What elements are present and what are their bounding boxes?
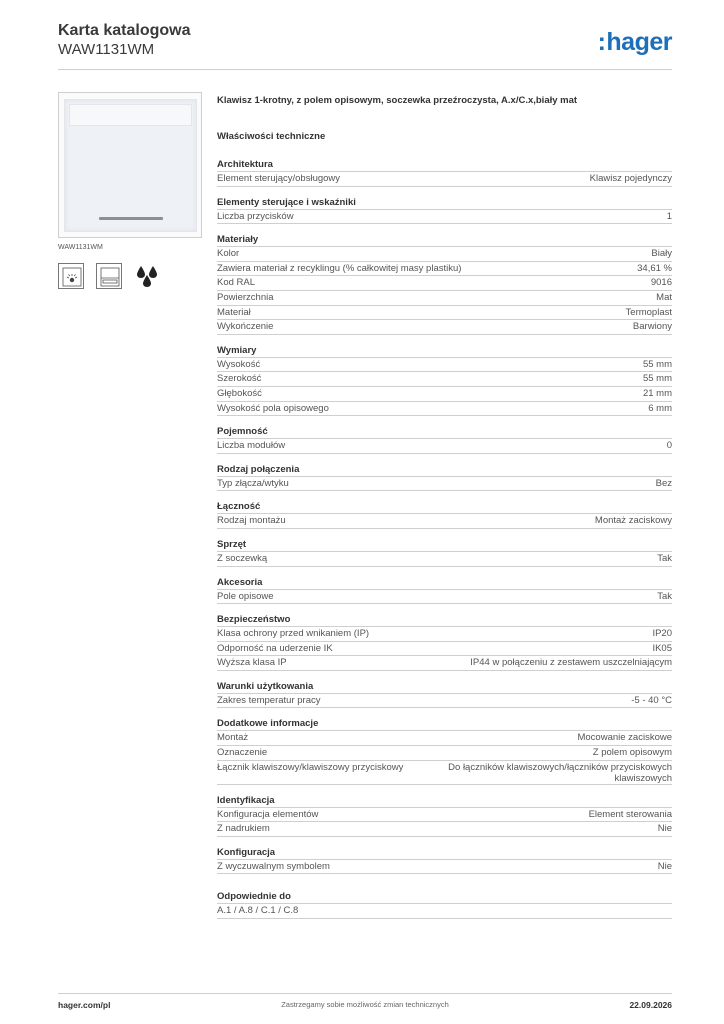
spec-row [217, 477, 672, 492]
spec-label: Liczba przycisków [217, 210, 294, 222]
spec-label: Szerokość [217, 373, 262, 385]
spec-row [217, 656, 672, 671]
spec-value: Klawisz pojedynczy [589, 173, 672, 184]
spec-label: Kolor [217, 248, 240, 260]
section-title: Architektura [217, 158, 672, 172]
spec-label: Powierzchnia [217, 291, 274, 303]
spec-label: Z soczewką [217, 552, 268, 564]
spec-value: Mocowanie zaciskowe [577, 732, 672, 744]
footer-date: 22.09.2026 [629, 1000, 672, 1010]
section-title: Wymiary [217, 344, 672, 358]
spec-label: Wyższa klasa IP [217, 657, 287, 669]
spec-value: 6 mm [648, 402, 672, 414]
section-title: Sprzęt [217, 538, 672, 552]
spec-label: Zawiera materiał z recyklingu (% całkowitej masy plastiku) [217, 262, 462, 274]
page-header [58, 22, 672, 70]
spec-section [217, 576, 672, 605]
spec-label: Element sterujący/obsługowy [217, 173, 341, 184]
spec-section [217, 463, 672, 492]
spec-section [217, 233, 672, 335]
spec-label: Z nadrukiem [217, 823, 270, 835]
label-field-icon [96, 263, 122, 289]
spec-label: Odporność na uderzenie IK [217, 642, 333, 654]
spec-section [217, 680, 672, 709]
spec-row [217, 291, 672, 306]
spec-row [217, 808, 672, 823]
spec-label: Wysokość [217, 358, 261, 370]
spec-label: Z wyczuwalnym symbolem [217, 860, 330, 872]
spec-value: Do łączników klawiszowych/łączników przyciskowych klawiszowych [448, 761, 672, 784]
spec-row [217, 320, 672, 335]
spec-row [217, 746, 672, 761]
spec-section [217, 158, 672, 187]
product-panel [58, 92, 202, 289]
spec-value: 9016 [650, 277, 672, 289]
spec-row [217, 210, 672, 225]
spec-row [217, 822, 672, 837]
spec-value: Bez [655, 477, 672, 489]
spec-section [217, 890, 672, 919]
spec-row [217, 172, 672, 187]
footer-disclaimer: Zastrzegamy sobie możliwość zmian technicznych [281, 1000, 449, 1009]
hager-logo: :hager [597, 28, 672, 56]
spec-value: 0 [666, 440, 672, 452]
spec-section [217, 538, 672, 567]
spec-value: Termoplast [625, 306, 672, 318]
spec-value: 55 mm [642, 373, 672, 385]
spec-section [217, 846, 672, 875]
spec-label: Konfiguracja elementów [217, 808, 319, 820]
spec-value: -5 - 40 °C [631, 694, 672, 706]
spec-section [217, 344, 672, 416]
spec-value: 55 mm [642, 358, 672, 370]
spec-label: A.1 / A.8 / C.1 / C.8 [217, 905, 299, 917]
spec-value: Nie [657, 823, 672, 835]
spec-row [217, 761, 672, 785]
spec-row [217, 358, 672, 373]
spec-row [217, 372, 672, 387]
product-image [58, 92, 202, 238]
section-title: Warunki użytkowania [217, 680, 672, 694]
illuminated-switch-icon [58, 263, 84, 289]
footer-website: hager.com/pl [58, 1000, 111, 1010]
spec-section [217, 500, 672, 529]
spec-label: Wysokość pola opisowego [217, 402, 329, 414]
document-title: Karta katalogowa [58, 22, 191, 39]
spec-row [217, 860, 672, 875]
spec-row [217, 262, 672, 277]
spec-label: Materiał [217, 306, 251, 318]
spec-label: Kod RAL [217, 277, 256, 289]
section-title: Materiały [217, 233, 672, 247]
spec-row [217, 439, 672, 454]
document-code: WAW1131WM [58, 41, 155, 58]
spec-value: Element sterowania [588, 808, 672, 820]
section-title: Akcesoria [217, 576, 672, 590]
lens-bar [99, 217, 163, 220]
section-title: Konfiguracja [217, 846, 672, 860]
section-title: Rodzaj połączenia [217, 463, 672, 477]
section-title: Identyfikacja [217, 794, 672, 808]
spec-row [217, 306, 672, 321]
spec-row [217, 904, 672, 919]
spec-label: Głębokość [217, 387, 262, 399]
spec-row [217, 387, 672, 402]
spec-label: Zakres temperatur pracy [217, 694, 321, 706]
spec-value: Z polem opisowym [592, 747, 672, 759]
spec-label: Liczba modułów [217, 440, 286, 452]
spec-section [217, 196, 672, 225]
spec-label: Wykończenie [217, 321, 274, 333]
technical-properties-title: Właściwości techniczne [217, 131, 326, 142]
specification-panel [217, 95, 672, 928]
spec-row [217, 514, 672, 529]
spec-value: Tak [657, 590, 672, 602]
page-footer [58, 993, 672, 1013]
section-title: Odpowiednie do [217, 890, 672, 904]
spec-value: Biały [651, 248, 672, 260]
water-drops-icon [134, 263, 160, 289]
spec-label: Rodzaj montażu [217, 515, 286, 527]
spec-row [217, 627, 672, 642]
section-title: Elementy sterujące i wskaźniki [217, 196, 672, 210]
spec-section [217, 425, 672, 454]
spec-section [217, 717, 672, 784]
spec-row [217, 276, 672, 291]
feature-icons [58, 263, 202, 289]
spec-value: Barwiony [632, 321, 672, 333]
spec-value: IP20 [652, 628, 672, 640]
spec-section [217, 794, 672, 837]
spec-label: Montaż [217, 732, 249, 744]
product-description: Klawisz 1-krotny, z polem opisowym, soczewka przeźroczysta, A.x/C.x,biały mat [217, 95, 578, 106]
spec-value: IK05 [652, 642, 672, 654]
spec-value: 21 mm [642, 387, 672, 399]
spec-value: 34,61 % [637, 262, 672, 274]
spec-label: Łącznik klawiszowy/klawiszowy przyciskowy [217, 761, 404, 773]
spec-section [217, 613, 672, 671]
spec-label: Oznaczenie [217, 747, 268, 759]
spec-sections [217, 158, 672, 919]
spec-value: 1 [666, 210, 672, 222]
spec-value: Montaż zaciskowy [594, 515, 672, 527]
section-title: Pojemność [217, 425, 672, 439]
section-title: Bezpieczeństwo [217, 613, 672, 627]
spec-row [217, 642, 672, 657]
spec-label: Pole opisowe [217, 590, 274, 602]
spec-label: Typ złącza/wtyku [217, 477, 289, 489]
spec-label: Klasa ochrony przed wnikaniem (IP) [217, 628, 370, 640]
spec-value: Nie [657, 860, 672, 872]
spec-row [217, 731, 672, 746]
spec-row [217, 402, 672, 417]
section-title: Łączność [217, 500, 672, 514]
spec-row [217, 694, 672, 709]
label-field [69, 104, 192, 126]
spec-row [217, 552, 672, 567]
spec-value: IP44 w połączeniu z zestawem uszczelniającym [470, 657, 672, 669]
spec-row [217, 247, 672, 262]
product-code: WAW1131WM [58, 244, 103, 251]
switch-plate [64, 99, 197, 232]
section-title: Dodatkowe informacje [217, 717, 672, 731]
spec-row [217, 590, 672, 605]
spec-value: Mat [656, 291, 672, 303]
spec-value: Tak [657, 552, 672, 564]
